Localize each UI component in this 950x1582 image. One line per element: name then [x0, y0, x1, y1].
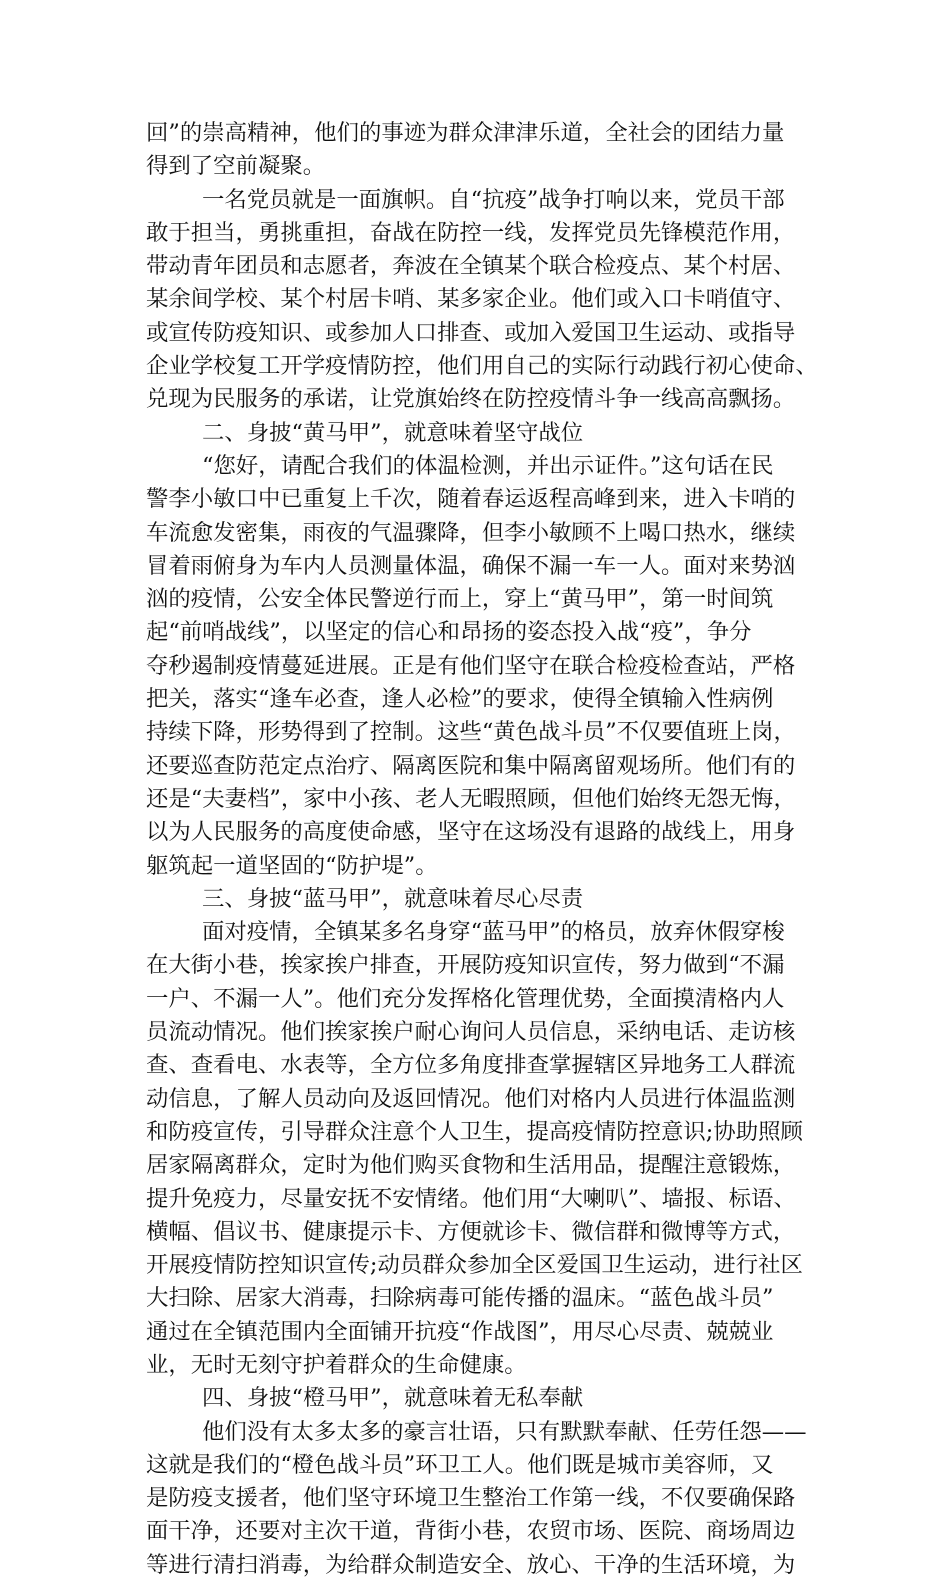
text-line: 兑现为民服务的承诺，让党旗始终在防控疫情斗争一线高高飘扬。: [146, 386, 796, 413]
text-line: 某余间学校、某个村居卡哨、某多家企业。他们或入口卡哨值守、: [146, 286, 796, 313]
paragraph-first-line: 三、身披“蓝马甲”，就意味着尽心尽责: [202, 885, 584, 912]
text-line: 得到了空前凝聚。: [146, 153, 326, 180]
paragraph-first-line: “您好，请配合我们的体温检测，并出示证件。”这句话在民: [202, 452, 774, 479]
text-line: 动信息，了解人员动向及返回情况。他们对格内人员进行体温监测: [146, 1085, 796, 1112]
text-line: 冒着雨俯身为车内人员测量体温，确保不漏一车一人。面对来势汹: [146, 552, 796, 579]
text-line: 查、查看电、水表等，全方位多角度排查掌握辖区异地务工人群流: [146, 1052, 796, 1079]
text-line: 一户、不漏一人”。他们充分发挥格化管理优势，全面摸清格内人: [146, 985, 785, 1012]
document-body: [146, 117, 822, 1582]
text-line: 开展疫情防控知识宣传;动员群众参加全区爱国卫生运动，进行社区: [146, 1252, 803, 1279]
text-line: 车流愈发密集，雨夜的气温骤降，但李小敏顾不上喝口热水，继续: [146, 519, 796, 546]
text-line: 回”的崇高精神，他们的事迹为群众津津乐道，全社会的团结力量: [146, 120, 785, 146]
text-line: 以为人民服务的高度使命感，坚守在这场没有退路的战线上，用身: [146, 819, 796, 846]
text-line: 带动青年团员和志愿者，奔波在全镇某个联合检疫点、某个村居、: [146, 253, 796, 280]
text-line: 或宣传防疫知识、或参加人口排查、或加入爱国卫生运动、或指导: [146, 319, 796, 346]
text-line: 汹的疫情，公安全体民警逆行而上，穿上“黄马甲”，第一时间筑: [146, 586, 774, 613]
paragraph-first-line: 二、身披“黄马甲”，就意味着坚守战位: [202, 419, 584, 446]
text-line: 居家隔离群众，定时为他们购买食物和生活用品，提醒注意锻炼，: [146, 1152, 796, 1179]
text-line: 持续下降，形势得到了控制。这些“黄色战斗员”不仅要值班上岗，: [146, 719, 796, 746]
text-line: 横幅、倡议书、健康提示卡、方便就诊卡、微信群和微博等方式，: [146, 1218, 796, 1245]
text-line: 面干净，还要对主次干道，背街小巷，农贸市场、医院、商场周边: [146, 1518, 796, 1545]
text-line: 大扫除、居家大消毒，扫除病毒可能传播的温床。“蓝色战斗员”: [146, 1285, 774, 1312]
text-line: 夺秒遏制疫情蔓延进展。正是有他们坚守在联合检疫检查站，严格: [146, 652, 796, 679]
text-line: 提升免疫力，尽量安抚不安情绪。他们用“大喇叭”、墙报、标语、: [146, 1185, 796, 1212]
paragraph-first-line: 他们没有太多太多的豪言壮语，只有默默奉献、任劳任怨——: [202, 1418, 807, 1445]
text-line: 和防疫宣传，引导群众注意个人卫生，提高疫情防控意识;协助照顾: [146, 1118, 803, 1145]
text-line: 这就是我们的“橙色战斗员”环卫工人。他们既是城市美容师，又: [146, 1451, 774, 1478]
text-line: 是防疫支援者，他们坚守环境卫生整治工作第一线，不仅要确保路: [146, 1485, 796, 1512]
text-line: 等进行清扫消毒，为给群众制造安全、放心、干净的生活环境，为: [146, 1551, 796, 1578]
text-line: 还是“夫妻档”，家中小孩、老人无暇照顾，但他们始终无怨无悔，: [146, 785, 796, 812]
paragraph-first-line: 一名党员就是一面旗帜。自“抗疫”战争打响以来，党员干部: [202, 186, 785, 213]
paragraph-first-line: 面对疫情，全镇某多名身穿“蓝马甲”的格员，放弃休假穿梭: [202, 919, 785, 946]
text-line: 躯筑起一道坚固的“防护堤”。: [146, 852, 438, 879]
text-line: 起“前哨战线”，以坚定的信心和昂扬的姿态投入战“疫”，争分: [146, 619, 752, 646]
text-line: 企业学校复工开学疫情防控，他们用自己的实际行动践行初心使命、: [146, 353, 818, 380]
paragraph-first-line: 四、身披“橙马甲”，就意味着无私奉献: [202, 1385, 584, 1412]
text-line: 把关，落实“逢车必查，逢人必检”的要求，使得全镇输入性病例: [146, 686, 774, 713]
text-line: 员流动情况。他们挨家挨户耐心询问人员信息，采纳电话、走访核: [146, 1019, 796, 1046]
text-line: 通过在全镇范围内全面铺开抗疫“作战图”，用尽心尽责、兢兢业: [146, 1318, 774, 1345]
text-line: 警李小敏口中已重复上千次，随着春运返程高峰到来，进入卡哨的: [146, 486, 796, 513]
text-line: 敢于担当，勇挑重担，奋战在防控一线，发挥党员先锋模范作用，: [146, 219, 796, 246]
text-line: 业，无时无刻守护着群众的生命健康。: [146, 1351, 527, 1378]
text-line: 还要巡查防范定点治疗、隔离医院和集中隔离留观场所。他们有的: [146, 752, 796, 779]
text-line: 在大街小巷，挨家挨户排查，开展防疫知识宣传，努力做到“不漏: [146, 952, 785, 979]
